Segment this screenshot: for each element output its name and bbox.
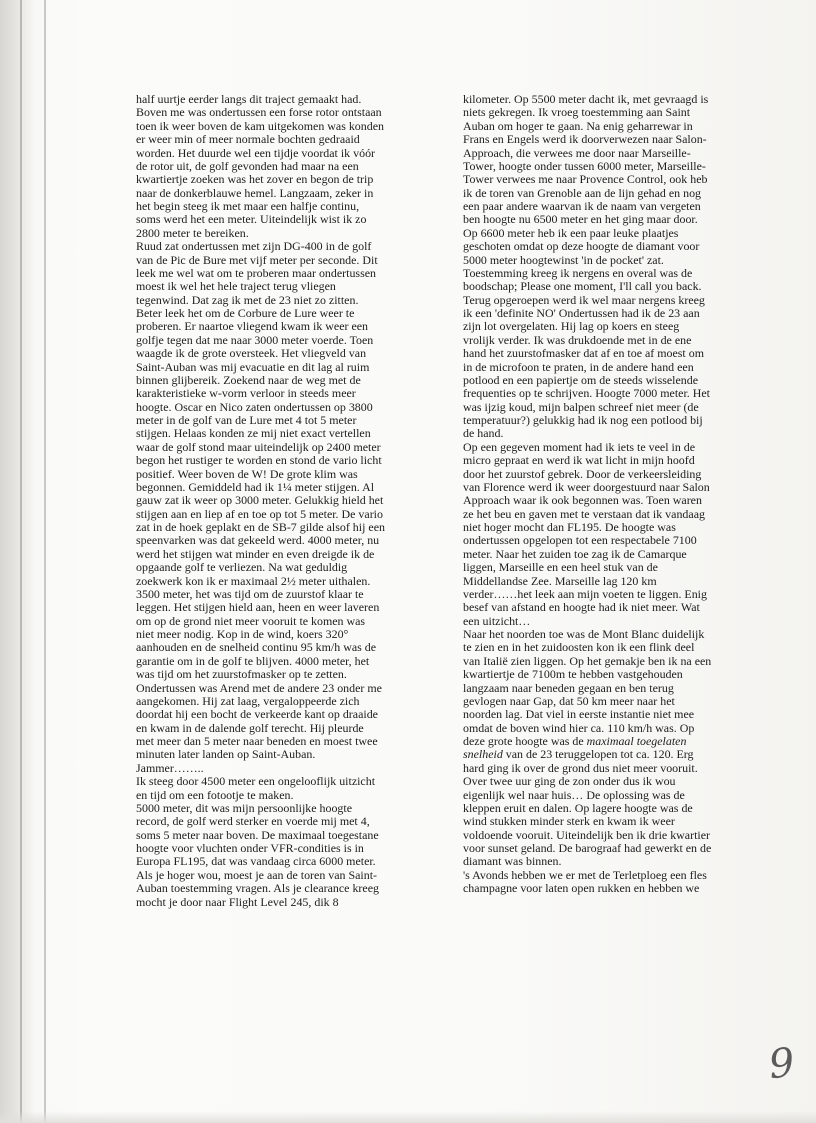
- text-line: kwartiertje de 7100m te hebben vastgehouden: [463, 667, 683, 682]
- text-line: soms werd het een meter. Uiteindelijk wist ik zo: [136, 212, 367, 227]
- page-edge-line: [20, 0, 22, 1123]
- text-line: Europa FL195, dat was vandaag circa 6000 meter.: [136, 854, 376, 869]
- text-line: ben hoogte nu 6500 meter en het ging maar door.: [463, 212, 698, 227]
- text-line: 2800 meter te bereiken.: [136, 225, 249, 240]
- text-line: Ik steeg door 4500 meter een ongelooflijk uitzicht: [136, 774, 376, 789]
- text-line: de rotor uit, de golf gevonden had maar na een: [136, 158, 359, 173]
- text-line: te zien en in het zuidoosten kon ik een flink deel: [463, 640, 695, 655]
- text-line: wind stukken minder sterk en kwam ik weer: [463, 814, 675, 829]
- text-line: [463, 735, 753, 748]
- text-line: stijgen. Helaas konden ze mij niet exact vertellen: [136, 426, 371, 441]
- text-line: ondertussen opgelopen tot een respectabele 7100: [463, 533, 697, 548]
- text-line: Tower verwees me naar Provence Control, ook heb: [463, 172, 708, 187]
- text-line: langzaam naar beneden gegaan en ben terug: [463, 680, 674, 695]
- text-line: temperatuur?) gelukkig had ik nog een potlood bij: [463, 413, 703, 427]
- text-line: ze het beu en gaven met te verstaan dat ik vandaag: [463, 506, 705, 521]
- text-line: micro gepraat en werd ik wat licht in mijn hoofd: [463, 453, 695, 468]
- text-line: stijgen aan en liep af en toe op tot 5 meter. De vario: [136, 506, 383, 521]
- text-line: een uitzicht…: [463, 613, 531, 628]
- text-line: zat in de hoek geplakt en de SB-7 gilde alsof hij een: [136, 520, 385, 534]
- text-line: leggen. Het stijgen hield aan, heen en weer laveren: [136, 600, 380, 615]
- text-line: [463, 748, 753, 761]
- text-line: Toestemming kreeg ik nergens en overal was de: [463, 265, 693, 280]
- page-edge-line: [44, 0, 46, 1123]
- text-line: opgaande golf te verliezen. Na wat geduldig: [136, 560, 348, 575]
- italic-text-run: maximaal toegelaten: [586, 734, 687, 748]
- text-line: diamant was binnen.: [463, 854, 562, 869]
- text-line: zoekwerk kon ik er maximaal 2½ meter uithalen.: [136, 573, 371, 588]
- text-line: er weer min of meer normale bochten gedraaid: [136, 132, 360, 147]
- text-line: leek me wel wat om te proberen maar ondertussen: [136, 265, 376, 280]
- text-line: kwartiertje zoeken was het zover en begon de trip: [136, 172, 374, 187]
- text-line: waagde ik de grote oversteek. Het vliegveld van: [136, 346, 367, 361]
- text-line: kilometer. Op 5500 meter dacht ik, met gevraagd is: [463, 92, 709, 106]
- text-line: hand het zuurstofmasker dat af en toe af moest om: [463, 346, 704, 361]
- text-line: voldoende vooruit. Uiteindelijk ben ik drie kwartier: [463, 827, 710, 842]
- text-line: de hand.: [463, 426, 504, 441]
- text-line: hard ging ik over de grond dus niet meer vooruit.: [463, 760, 698, 775]
- text-line: Frans en Engels werd ik doorverwezen naar Salon-: [463, 132, 707, 147]
- page-shadow-bottom: [0, 1111, 816, 1123]
- text-run: van de 23 teruggelopen tot ca. 120. Erg: [502, 747, 694, 762]
- text-line: Tower, hoogte onder tussen 6000 meter, Marseille-: [463, 158, 706, 173]
- text-line: Over twee uur ging de zon onder dus ik wou: [463, 774, 676, 789]
- text-line: boodschap; Please one moment, I'll call you back.: [463, 279, 702, 294]
- text-line: hoogte. Oscar en Nico zaten ondertussen op 3800: [136, 399, 373, 414]
- text-line: Auban om hoger te gaan. Na enig geharrewar in: [463, 118, 693, 133]
- text-line: verder……het leek aan mijn voeten te liggen. Enig: [463, 586, 707, 601]
- text-line: ik de toren van Grenoble aan de lijn gehad en nog: [463, 185, 702, 200]
- text-line: Op 6600 meter heb ik een paar leuke plaatjes: [463, 225, 679, 240]
- text-line: en kwam in de dalende golf terecht. Hij pleurde: [136, 720, 364, 735]
- text-line: vrolijk verder. Ik was drukdoende met in de ene: [463, 332, 692, 347]
- text-line: begonnen. Gemiddeld had ik 1¼ meter stijgen. Al: [136, 479, 375, 494]
- text-line: 3500 meter, het was tijd om de zuurstof klaar te: [136, 586, 364, 601]
- italic-text-run: snelheid: [463, 747, 503, 762]
- text-line: Jammer……..: [136, 760, 204, 775]
- page-number: 9: [766, 1039, 797, 1089]
- text-line: noorden lag. Dat viel in eerste instantie niet mee: [463, 707, 695, 722]
- text-line: een paar andere waarvan ik de naam van vergeten: [463, 199, 701, 213]
- text-line: omdat de boven wind hier ca. 110 km/h was. Op: [463, 720, 695, 735]
- text-line: van Italië zien liggen. Op het gemakje ben ik na een: [463, 653, 712, 668]
- text-line: golfje tegen dat me naar 3000 meter voerde. Toen: [136, 332, 374, 347]
- text-line: 5000 meter, dit was mijn persoonlijke hoogte: [136, 800, 353, 815]
- text-line: Ondertussen was Arend met de andere 23 onder me: [136, 680, 382, 695]
- text-line: Boven me was ondertussen een forse rotor ontstaan: [136, 105, 382, 120]
- text-line: karakteristieke w-vorm verloor in steeds meer: [136, 386, 356, 401]
- text-line: kleppen eruit en dalen. Op lagere hoogte was de: [463, 800, 693, 815]
- text-line: gevlogen naar Gap, dat 50 km meer naar het: [463, 693, 675, 708]
- text-line: minuten later landen op Saint-Auban.: [136, 747, 316, 762]
- text-line: champagne voor laten open rukken en hebben we: [463, 881, 700, 896]
- text-line: ik een 'definite NO' Ondertussen had ik de 23 aan: [463, 306, 700, 320]
- text-line: Approach, die verwees me door naar Marseille-: [463, 145, 691, 160]
- text-line: soms 5 meter naar boven. De maximaal toegestane: [136, 827, 379, 842]
- text-line: Naar het noorden toe was de Mont Blanc duidelijk: [463, 627, 705, 641]
- text-line: frequenties op te schrijven. Hoogte 7000 meter. Het: [463, 386, 710, 401]
- text-line: tegenwind. Dat zag ik met de 23 niet zo zitten.: [136, 292, 359, 307]
- text-line: 's Avonds hebben we er met de Terletploeg een fles: [463, 867, 707, 882]
- text-line: Op een gegeven moment had ik iets te veel in de: [463, 439, 696, 454]
- text-line: half uurtje eerder langs dit traject gemaakt had.: [136, 92, 362, 106]
- text-line: hoogte voor vluchten onder VFR-condities is in: [136, 841, 364, 855]
- text-line: was tijd om het zuurstofmasker op te zetten.: [136, 667, 347, 682]
- text-line: garantie om in de golf te blijven. 4000 meter, het: [136, 653, 370, 668]
- text-line: Auban toestemming vragen. Als je clearance kreeg: [136, 881, 379, 896]
- text-line: gauw zat ik weer op 3000 meter. Gelukkig hield het: [136, 493, 384, 508]
- text-line: toen ik weer boven de kam uitgekomen was konden: [136, 118, 384, 133]
- text-line: moest ik wel het hele traject terug vliegen: [136, 279, 336, 294]
- text-line: was ijzig koud, mijn balpen schreef niet meer (de: [463, 399, 699, 414]
- text-line: meter in de golf van de Lure met 4 tot 5 meter: [136, 413, 357, 427]
- text-line: mocht je door naar Flight Level 245, dik 8: [136, 894, 339, 909]
- text-line: niet meer nodig. Kop in de wind, koers 320°: [136, 627, 349, 641]
- text-line: meter. Naar het zuiden toe zag ik de Camarque: [463, 546, 687, 561]
- text-line: van Florence werd ik weer doorgestuurd naar Salon: [463, 479, 710, 494]
- text-line: worden. Het duurde wel een tijdje voordat ik vóór: [136, 145, 376, 160]
- text-line: potlood en een papiertje om de steeds wisselende: [463, 372, 699, 387]
- text-line: besef van afstand en hoogte had ik niet meer. Wat: [463, 600, 700, 615]
- text-line: zijn lot overgelaten. Hij lag op koers en steeg: [463, 319, 680, 334]
- text-line: en tijd om een fotootje te maken.: [136, 787, 294, 802]
- text-line: Als je hoger wou, moest je aan de toren van Saint-: [136, 867, 378, 882]
- text-line: record, de golf werd sterker en voerde mij met 4,: [136, 814, 370, 829]
- text-line: Approach waar ik ook begonnen was. Toen waren: [463, 493, 702, 508]
- text-line: van de Pic de Bure met vijf meter per seconde. Dit: [136, 252, 378, 267]
- text-line: om op de grond niet meer vooruit te komen was: [136, 613, 366, 628]
- text-line: binnen glijbereik. Zoekend naar de weg met de: [136, 372, 361, 387]
- text-line: speenvarken was dat gekeeld werd. 4000 meter, nu: [136, 533, 380, 548]
- text-line: doordat hij een bocht de verkeerde kant op draaide: [136, 707, 378, 722]
- text-line: in de microfoon te praten, in de andere hand een: [463, 359, 694, 374]
- text-line: Middellandse Zee. Marseille lag 120 km: [463, 573, 657, 588]
- text-line: begon het rustiger te worden en stond de vario licht: [136, 453, 382, 468]
- text-line: Saint-Auban was mij evacuatie en dit lag al ruim: [136, 359, 370, 374]
- text-line: geschoten omdat op deze hoogte de diamant voor: [463, 239, 700, 254]
- page-shadow-left: [0, 0, 36, 1123]
- text-line: 5000 meter hoogtewinst 'in de pocket' zat.: [463, 252, 664, 267]
- text-line: aanhouden en de snelheid continu 95 km/h was de: [136, 640, 377, 655]
- text-line: eigenlijk wel naar huis… De oplossing was de: [463, 787, 685, 802]
- text-line: Terug opgeroepen werd ik wel maar nergens kreeg: [463, 292, 705, 307]
- text-line: proberen. Er naartoe vliegend kwam ik weer een: [136, 319, 369, 334]
- text-line: werd het stijgen wat minder en even dreigde ik de: [136, 546, 375, 561]
- text-line: liggen, Marseille en een heel stuk van de: [463, 560, 658, 575]
- text-line: Ruud zat ondertussen met zijn DG-400 in de golf: [136, 239, 372, 254]
- text-line: naar de donkerblauwe hemel. Langzaam, zeker in: [136, 185, 374, 200]
- text-run: deze grote hoogte was de: [463, 734, 587, 748]
- text-line: Beter leek het om de Corbure de Lure weer te: [136, 306, 355, 320]
- text-line: niet hoger mocht dan FL195. De hoogte was: [463, 520, 676, 534]
- text-line: positief. Weer boven de W! De grote klim was: [136, 466, 358, 481]
- text-column-left: [136, 93, 432, 909]
- text-line: waar de golf stond maar uiteindelijk op 2400 meter: [136, 439, 381, 454]
- text-line: voor sunset geland. De barograaf had gewerkt en de: [463, 841, 712, 855]
- text-column-right: [463, 93, 753, 896]
- text-line: door het zuurstof gebrek. Door de verkeersleiding: [463, 466, 702, 481]
- text-line: het begin steeg ik met maar een halfje continu,: [136, 199, 360, 213]
- text-line: aangekomen. Hij zat laag, vergaloppeerde zich: [136, 693, 360, 708]
- text-line: met meer dan 5 meter naar beneden en moest twee: [136, 734, 378, 748]
- text-line: niets gekregen. Ik vroeg toestemming aan Saint: [463, 105, 691, 120]
